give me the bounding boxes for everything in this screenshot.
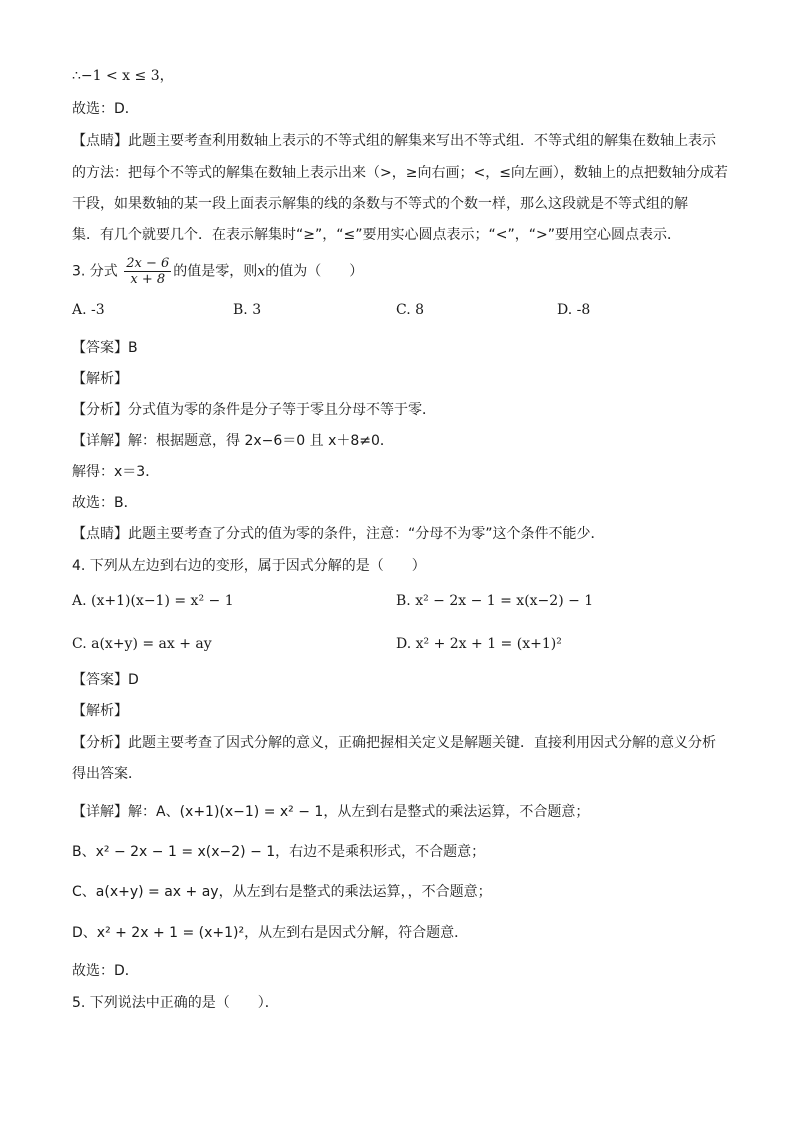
dianjing-line-4: 集．有几个就要几个．在表示解集时“≥”，“≤”要用实心圆点表示；“<”，“>”要用空心圆点表示． bbox=[72, 227, 681, 243]
q3-option-b: B. 3 bbox=[233, 302, 262, 318]
q3-stem-post: 的值是零，则 bbox=[173, 263, 258, 280]
q3-answer: 【答案】B bbox=[72, 340, 138, 356]
dianjing-line-2: 的方法：把每个不等式的解集在数轴上表示出来（>，≥向右画；<，≤向左画），数轴上的点把数轴分成若 bbox=[72, 165, 728, 181]
q3-option-d: D. -8 bbox=[557, 302, 591, 318]
inequality-conclusion: ∴−1 < x ≤ 3， bbox=[72, 68, 174, 84]
q4-jiexi: 【解析】 bbox=[72, 703, 128, 719]
q3-jiexi: 【解析】 bbox=[72, 371, 128, 387]
q3-detail-tag: 【详解】 bbox=[72, 433, 128, 449]
q4-detail-c: C、a(x+y) = ax + ay，从左到右是整式的乘法运算，，不合题意； bbox=[72, 884, 492, 900]
q3-dianjing: 【点睛】此题主要考查了分式的值为零的条件，注意：“分母不为零”这个条件不能少． bbox=[72, 526, 605, 542]
fraction-numerator: 2x − 6 bbox=[126, 256, 170, 271]
q4-analysis-1: 【分析】此题主要考查了因式分解的意义，正确把握相关定义是解题关键．直接利用因式分解的意义分析 bbox=[72, 735, 716, 751]
q3-option-c: C. 8 bbox=[396, 302, 425, 318]
q4-detail-d: D、x² + 2x + 1 = (x+1)²，从左到右是因式分解，符合题意． bbox=[72, 925, 469, 941]
q3-solve: 解得：x＝3． bbox=[72, 464, 160, 480]
answer-choice-previous: 故选：D． bbox=[72, 101, 139, 117]
q3-analysis: 【分析】分式值为零的条件是分子等于零且分母不等于零． bbox=[72, 402, 436, 418]
question-3-stem bbox=[72, 256, 363, 287]
q4-detail-a: 【详解】解：A、(x+1)(x−1) = x² − 1，从左到右是整式的乘法运算，不合题意； bbox=[72, 804, 590, 820]
fraction bbox=[124, 256, 171, 287]
q3-detail: 解：根据题意，得 2x−6＝0 且 x＋8≠0． bbox=[128, 433, 394, 449]
q4-detail-b: B、x² − 2x − 1 = x(x−2) − 1，右边不是乘积形式，不合题意； bbox=[72, 844, 486, 860]
question-4-stem: 4. 下列从左边到右边的变形，属于因式分解的是（ ） bbox=[72, 558, 426, 574]
q4-option-a: A. (x+1)(x−1) = x² − 1 bbox=[72, 593, 234, 609]
q4-analysis-2: 得出答案． bbox=[72, 766, 142, 782]
fraction-denominator: x + 8 bbox=[130, 272, 166, 287]
q3-option-a: A. -3 bbox=[72, 302, 105, 318]
dianjing-line-3: 干段，如果数轴的某一段上面表示解集的线的条数与不等式的个数一样，那么这段就是不等式组的解 bbox=[72, 196, 688, 212]
q4-option-c: C. a(x+y) = ax + ay bbox=[72, 636, 212, 652]
dianjing-tag: 【点睛】 bbox=[72, 133, 128, 149]
q4-answer: 【答案】D bbox=[72, 672, 139, 688]
dianjing-text: 此题主要考查利用数轴上表示的不等式组的解集来写出不等式组．不等式组的解集在数轴上表示 bbox=[128, 133, 716, 149]
q3-variable: x bbox=[257, 263, 266, 280]
q3-stem-pre: 3. 分式 bbox=[72, 263, 118, 280]
q3-choose: 故选：B． bbox=[72, 495, 138, 511]
q4-option-b: B. x² − 2x − 1 = x(x−2) − 1 bbox=[396, 593, 594, 609]
q3-stem-end: 的值为（ ） bbox=[265, 263, 364, 280]
question-5-stem: 5. 下列说法中正确的是（ ）． bbox=[72, 995, 279, 1011]
q3-detail-line bbox=[72, 431, 394, 451]
q4-choose: 故选：D． bbox=[72, 963, 139, 979]
q4-option-d: D. x² + 2x + 1 = (x+1)² bbox=[396, 636, 562, 652]
dianjing-line-1 bbox=[72, 131, 716, 151]
